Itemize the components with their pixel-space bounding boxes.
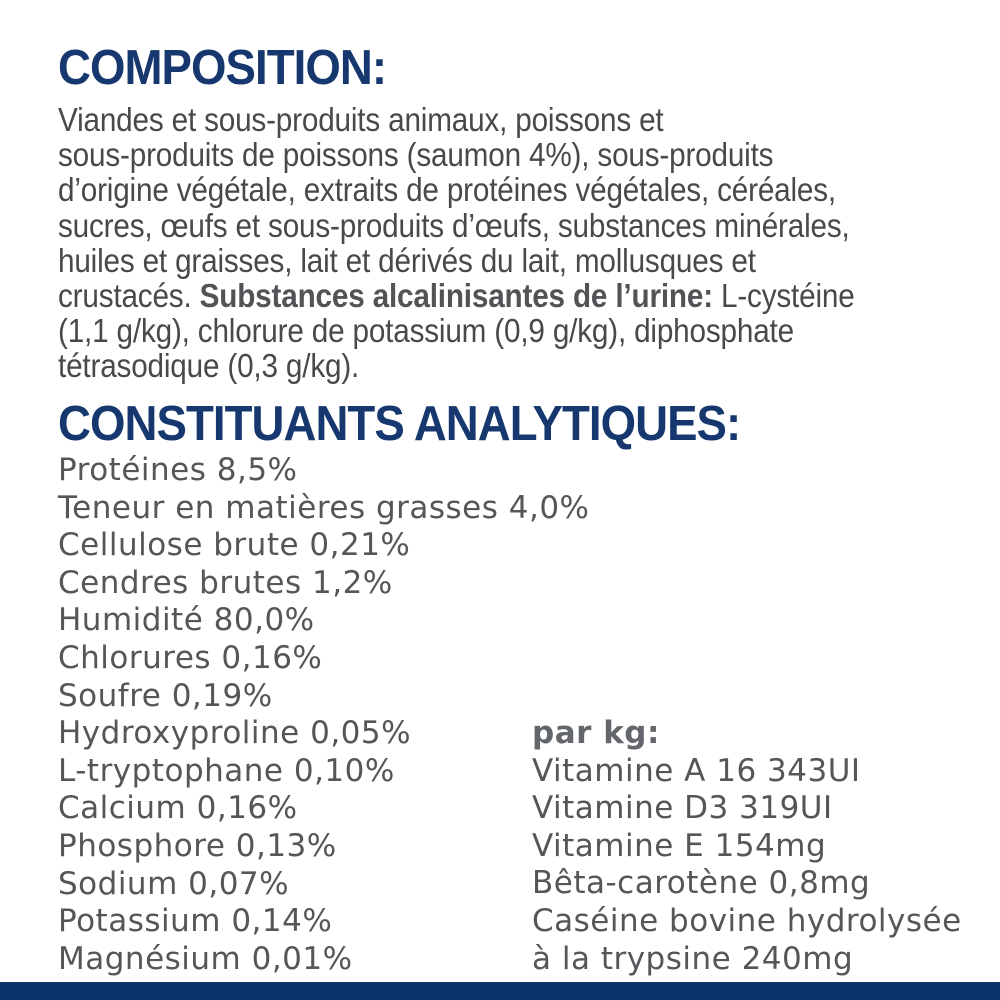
paragraph-line <box>58 102 855 137</box>
per-kg-item: Bêta-carotène 0,8mg <box>532 865 871 902</box>
paragraph-text: sous-produits de poissons (saumon 4%), sous-produits <box>58 136 774 174</box>
analytical-item: Cendres brutes 1,2% <box>58 564 393 601</box>
paragraph-line <box>58 208 855 243</box>
analytical-item: Chlorures 0,16% <box>58 639 323 676</box>
analytical-item: Teneur en matières grasses 4,0% <box>58 489 590 526</box>
paragraph-line <box>58 137 855 172</box>
paragraph-text: tétrasodique (0,3 g/kg). <box>58 347 360 385</box>
composition-heading: COMPOSITION: <box>58 41 387 95</box>
paragraph-text: L-cystéine <box>712 277 855 315</box>
analytical-heading: CONSTITUANTS ANALYTIQUES: <box>58 397 741 451</box>
footer-bar <box>0 982 1000 1000</box>
per-kg-column <box>532 715 962 978</box>
paragraph-text: crustacés. <box>58 277 200 315</box>
paragraph-line <box>58 313 855 348</box>
paragraph-line <box>58 278 855 313</box>
analytical-item: L-tryptophane 0,10% <box>58 752 395 789</box>
per-kg-item: à la trypsine 240mg <box>532 940 854 977</box>
paragraph-text: sucres, œufs et sous-produits d’œufs, substances minérales, <box>58 206 850 244</box>
paragraph-text: (1,1 g/kg), chlorure de potassium (0,9 g/kg), diphosphate <box>58 312 794 350</box>
per-kg-item: Caséine bovine hydrolysée <box>532 902 962 939</box>
analytical-item: Magnésium 0,01% <box>58 940 353 977</box>
paragraph-text: Viandes et sous-produits animaux, poissons et <box>58 101 664 138</box>
paragraph-line <box>58 348 855 383</box>
composition-paragraph <box>58 102 855 384</box>
analytical-item: Calcium 0,16% <box>58 790 298 827</box>
per-kg-item: Vitamine E 154mg <box>532 827 827 864</box>
analytical-item: Cellulose brute 0,21% <box>58 527 411 564</box>
per-kg-item: Vitamine A 16 343UI <box>532 752 861 789</box>
analytical-list <box>58 452 590 978</box>
paragraph-line <box>58 172 855 207</box>
emphasis-text: Substances alcalinisantes de l’urine: <box>199 277 713 315</box>
analytical-item: Protéines 8,5% <box>58 452 298 488</box>
per-kg-item: Vitamine D3 319UI <box>532 790 833 827</box>
paragraph-line <box>58 243 855 278</box>
analytical-item: Hydroxyproline 0,05% <box>58 715 412 752</box>
analytical-item: Soufre 0,19% <box>58 677 273 714</box>
analytical-item: Potassium 0,14% <box>58 903 333 940</box>
analytical-item: Phosphore 0,13% <box>58 827 337 864</box>
paragraph-text: huiles et graisses, lait et dérivés du lait, mollusques et <box>58 241 756 279</box>
analytical-item: Sodium 0,07% <box>58 865 290 902</box>
analytical-item: Humidité 80,0% <box>58 602 315 639</box>
paragraph-text: d’origine végétale, extraits de protéines végétales, céréales, <box>58 171 837 209</box>
per-kg-label: par kg: <box>532 715 660 751</box>
